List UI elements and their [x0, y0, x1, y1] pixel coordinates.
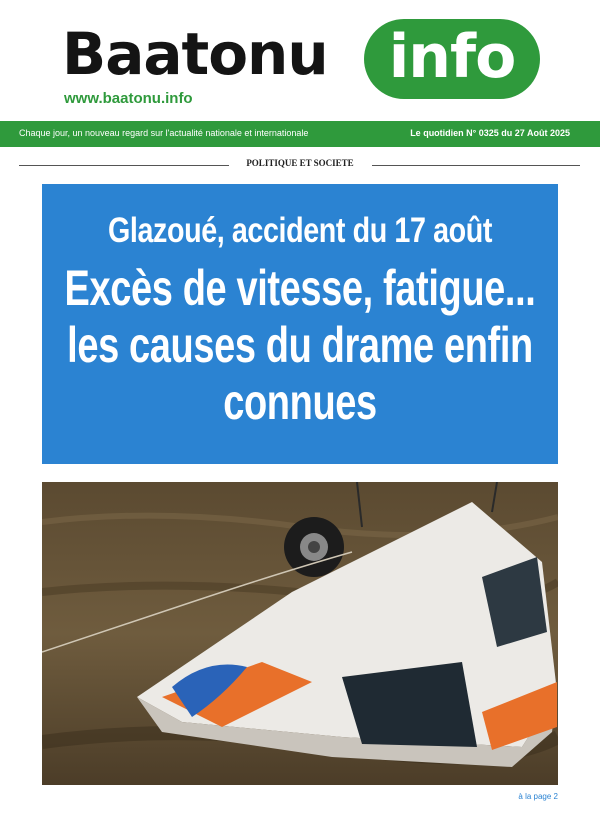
article-headline: Excès de vitesse, fatigue... les causes du drame enfin connues — [64, 260, 536, 430]
headline-box[interactable] — [42, 184, 558, 464]
article-kicker: Glazoué, accident du 17 août — [107, 211, 493, 250]
article-photo[interactable] — [42, 482, 558, 785]
banner-strip — [0, 121, 600, 147]
page-reference[interactable]: à la page 2 — [518, 792, 558, 801]
masthead — [0, 0, 600, 118]
tagline: Chaque jour, un nouveau regard sur l'actualité nationale et internationale — [19, 128, 309, 138]
logo-pill: info — [364, 19, 540, 99]
site-url[interactable]: www.baatonu.info — [64, 90, 193, 107]
logo-wordmark: Baatonu — [62, 20, 328, 88]
overturned-bus-photo — [42, 482, 558, 785]
section-label: POLITIQUE ET SOCIETE — [246, 158, 354, 168]
issue-info: Le quotidien N° 0325 du 27 Août 2025 — [410, 128, 570, 138]
